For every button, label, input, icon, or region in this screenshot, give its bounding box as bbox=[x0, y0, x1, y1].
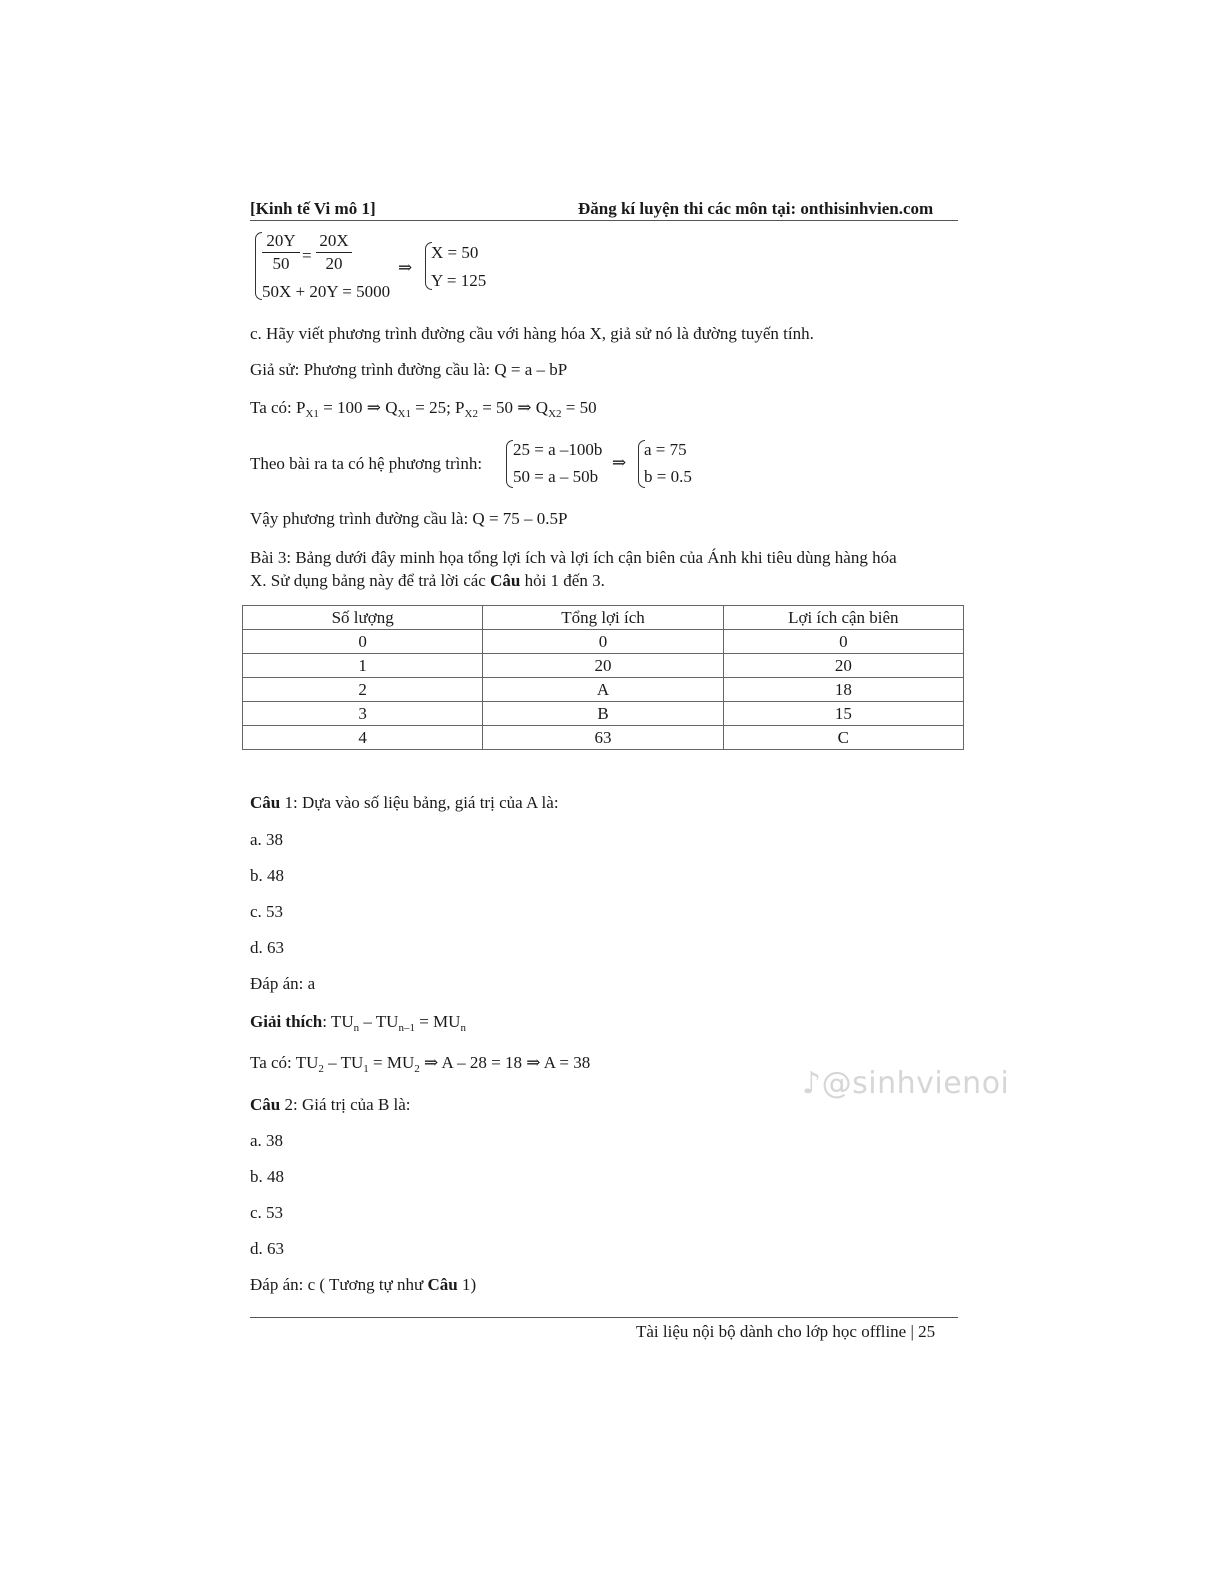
result-formula: Q = 75 – 0.5P bbox=[472, 509, 568, 528]
calculation-label: Ta có: bbox=[250, 1053, 296, 1072]
table-header: Số lượng bbox=[243, 606, 483, 630]
bai3-line2-pre: X. Sử dụng bảng này để trả lời các bbox=[250, 571, 491, 590]
table-cell: 4 bbox=[243, 726, 483, 750]
header-rule bbox=[250, 220, 958, 221]
cau2-option-a: a. 38 bbox=[250, 1131, 284, 1150]
cau1-option-d: d. 63 bbox=[250, 938, 284, 957]
table-cell: 63 bbox=[483, 726, 723, 750]
cau1-question bbox=[250, 793, 559, 813]
demand-result bbox=[250, 509, 568, 529]
cau1-option-c: c. 53 bbox=[250, 902, 284, 921]
system-eq-2: 50 = a – 50b bbox=[513, 467, 599, 486]
cau2-answer-bold: Câu bbox=[427, 1275, 458, 1294]
equals-sign: = bbox=[302, 246, 312, 265]
table-cell: C bbox=[723, 726, 963, 750]
table-row bbox=[243, 702, 964, 726]
left-brace bbox=[255, 232, 262, 300]
cau2-label: Câu bbox=[250, 1095, 281, 1114]
solution-x: X = 50 bbox=[431, 243, 479, 262]
given-formula: $P_{X1} = 100$ ⇒ $Q_{X1} = 25$; $P_{X2} = 50$ ⇒ $Q_{X2} = 50$ bbox=[296, 398, 597, 420]
cau2-question bbox=[250, 1095, 411, 1115]
given-label: Ta có: bbox=[250, 398, 297, 417]
table-cell: 2 bbox=[243, 678, 483, 702]
solution-y: Y = 125 bbox=[431, 271, 487, 290]
header-right: Đăng kí luyện thi các môn tại: onthisinhvien.com bbox=[578, 199, 934, 218]
left-brace bbox=[506, 440, 513, 488]
implies-arrow: ⇒ bbox=[612, 453, 627, 472]
equation-budget: 50X + 20Y = 5000 bbox=[262, 282, 391, 301]
table-header: Lợi ích cận biên bbox=[723, 606, 963, 630]
table-row bbox=[243, 678, 964, 702]
table-row bbox=[243, 726, 964, 750]
header-left: [Kinh tế Vi mô 1] bbox=[250, 199, 376, 218]
implies-arrow: ⇒ bbox=[398, 258, 413, 277]
system-eq-1: 25 = a –100b bbox=[513, 440, 603, 459]
cau1-label: Câu bbox=[250, 793, 281, 812]
cau1-calculation bbox=[250, 1053, 590, 1079]
footer-text: Tài liệu nội bộ dành cho lớp học offline | 25 bbox=[636, 1322, 936, 1341]
table-cell: B bbox=[483, 702, 723, 726]
cau1-option-a: a. 38 bbox=[250, 830, 284, 849]
table-cell: 0 bbox=[243, 630, 483, 654]
explanation-formula: : $TU_n - TU_{n-1} = MU_n$ bbox=[322, 1012, 466, 1034]
fraction-denominator: 50 bbox=[272, 254, 290, 273]
cau2-answer-post: 1) bbox=[457, 1275, 477, 1294]
cau2-option-c: c. 53 bbox=[250, 1203, 284, 1222]
bai3-line2-bold: Câu bbox=[490, 571, 521, 590]
calculation-formula: $TU_2 - TU_1 = MU_2$ ⇒ A – 28 = 18 ⇒ A = 38 bbox=[295, 1053, 591, 1075]
utility-table bbox=[242, 605, 964, 750]
table-cell: 20 bbox=[483, 654, 723, 678]
table-cell: 18 bbox=[723, 678, 963, 702]
fraction-numerator: 20X bbox=[316, 230, 352, 253]
fraction-20y-50 bbox=[262, 230, 300, 275]
table-header-row bbox=[243, 606, 964, 630]
explanation-label: Giải thích bbox=[250, 1012, 323, 1031]
cau2-answer-pre: Đáp án: c ( Tương tự như bbox=[250, 1275, 428, 1294]
part-c-question: c. Hãy viết phương trình đường cầu với hàng hóa X, giả sử nó là đường tuyến tính. bbox=[250, 324, 814, 343]
table-header: Tổng lợi ích bbox=[483, 606, 723, 630]
cau2-option-b: b. 48 bbox=[250, 1167, 284, 1186]
cau1-text: 1: Dựa vào số liệu bảng, giá trị của A là: bbox=[280, 793, 559, 812]
cau1-answer: Đáp án: a bbox=[250, 974, 316, 993]
cau1-explanation bbox=[250, 1012, 466, 1038]
fraction-numerator: 20Y bbox=[262, 230, 300, 253]
fraction-denominator: 20 bbox=[325, 254, 343, 273]
table-row bbox=[243, 630, 964, 654]
cau1-option-b: b. 48 bbox=[250, 866, 284, 885]
bai3-line2 bbox=[250, 571, 605, 591]
demand-assumption: Giả sử: Phương trình đường cầu là: Q = a – bP bbox=[250, 360, 568, 379]
system-intro: Theo bài ra ta có hệ phương trình: bbox=[250, 454, 483, 473]
solution-a: a = 75 bbox=[644, 440, 687, 459]
solution-b: b = 0.5 bbox=[644, 467, 692, 486]
table-cell: 1 bbox=[243, 654, 483, 678]
table-cell: 0 bbox=[723, 630, 963, 654]
cau2-answer bbox=[250, 1275, 476, 1295]
table-cell: 3 bbox=[243, 702, 483, 726]
bai3-line2-post: hỏi 1 đến 3. bbox=[520, 571, 605, 590]
table-cell: 15 bbox=[723, 702, 963, 726]
bai3-line1: Bài 3: Bảng dưới đây minh họa tổng lợi ích và lợi ích cận biên của Ánh khi tiêu dùng hàng hóa bbox=[250, 548, 897, 567]
table-cell: A bbox=[483, 678, 723, 702]
table-cell: 20 bbox=[723, 654, 963, 678]
given-values bbox=[250, 398, 597, 424]
cau2-option-d: d. 63 bbox=[250, 1239, 284, 1258]
table-cell: 0 bbox=[483, 630, 723, 654]
footer-rule bbox=[250, 1317, 958, 1318]
table-row bbox=[243, 654, 964, 678]
result-label: Vậy phương trình đường cầu là: bbox=[250, 509, 473, 528]
fraction-20x-20 bbox=[316, 230, 352, 275]
cau2-text: 2: Giá trị của B là: bbox=[280, 1095, 411, 1114]
tiktok-watermark: ♪@sinhvienoi bbox=[802, 1066, 1010, 1101]
